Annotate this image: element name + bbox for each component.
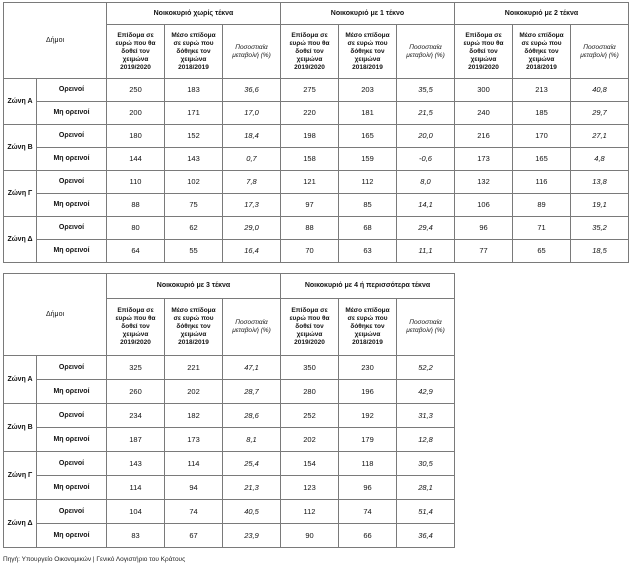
percent-change-value: 40,5 [223,500,281,524]
header-line: δοθεί τον [469,47,498,55]
percent-change-value: 36,4 [397,524,455,548]
allowance-2018-value: 183 [165,79,223,102]
allowance-2019-value: 123 [281,476,339,500]
percent-change-value: 17,3 [223,194,281,217]
allowance-2019-value: 158 [281,148,339,171]
allowance-2019-value: 252 [281,404,339,428]
allowance-2018-value: 165 [339,125,397,148]
municipality-category: Ορεινοί [37,217,107,240]
allowance-2018-value: 213 [513,79,571,102]
percent-change-value: 20,0 [397,125,455,148]
percent-change-value: 21,3 [223,476,281,500]
percent-change-value: 29,0 [223,217,281,240]
allowance-2019-value: 198 [281,125,339,148]
header-line: χειμώνα [470,55,497,63]
header-line: Μέσο επίδομα [519,31,564,39]
percent-change-value: 17,0 [223,102,281,125]
allowance-2018-value: 152 [165,125,223,148]
table-row [4,194,629,217]
header-line: χειμώνα [180,331,207,338]
allowance-2018-value: 203 [339,79,397,102]
allowance-2018-value: 179 [339,428,397,452]
allowance-2018-value: 62 [165,217,223,240]
municipality-category: Ορεινοί [37,452,107,476]
percent-change-value: 8,0 [397,171,455,194]
header-line: 2018/2019 [178,339,209,346]
allowance-2018-value: 74 [339,500,397,524]
household-group-header: Νοικοκυριό με 2 τέκνα [455,3,629,25]
table-row [4,79,629,102]
table-row [4,125,629,148]
percent-change-value: 51,4 [397,500,455,524]
allowance-2018-value: 67 [165,524,223,548]
percent-change-value: 14,1 [397,194,455,217]
municipality-category: Ορεινοί [37,404,107,428]
allowance-2018-value: 74 [165,500,223,524]
allowance-2018-value: 89 [513,194,571,217]
header-line: δόθηκε τον [350,323,385,330]
percent-change-value: 12,8 [397,428,455,452]
percent-change-value: 18,5 [571,240,629,263]
header-line: Ποσοστιαία [235,43,268,51]
header-line: Επίδομα σε [117,31,154,39]
percent-change-value: 16,4 [223,240,281,263]
allowance-2019-value: 88 [107,194,165,217]
percent-change-value: 35,5 [397,79,455,102]
municipality-category: Ορεινοί [37,125,107,148]
header-line: 2019/2020 [120,63,151,71]
percent-change-value: 8,1 [223,428,281,452]
allowance-2019-value: 234 [107,404,165,428]
municipality-category: Ορεινοί [37,79,107,102]
header-line: Ποσοστιαία [583,43,616,51]
allowance-2019-value: 77 [455,240,513,263]
municipality-category: Ορεινοί [37,500,107,524]
allowance-2018-value: 170 [513,125,571,148]
allowance-2018-value: 143 [165,148,223,171]
allowance-2019-value: 173 [455,148,513,171]
percent-change-header [223,25,281,79]
table-row [4,102,629,125]
allowance-2019-value: 180 [107,125,165,148]
header-line: δόθηκε τον [524,47,559,55]
municipality-category: Μη ορεινοί [37,476,107,500]
header-line: Επίδομα σε [465,31,502,39]
header-line: δόθηκε τον [176,47,211,55]
allowance-2018-value: 196 [339,380,397,404]
allowance-2019-value: 154 [281,452,339,476]
allowance-2018-value: 118 [339,452,397,476]
percent-change-value: 19,1 [571,194,629,217]
header-line: σε ευρώ που [347,39,388,47]
header-line: δοθεί τον [121,47,150,55]
header-line: 2018/2019 [352,339,383,346]
zone-label: Ζώνη Β [4,404,37,452]
municipality-category: Ορεινοί [37,356,107,380]
header-line: χειμώνα [296,331,323,338]
group-title-row [4,274,455,299]
percent-change-value: 27,1 [571,125,629,148]
allowance-2018-header [165,25,223,79]
allowance-2019-value: 216 [455,125,513,148]
percent-change-value: 13,8 [571,171,629,194]
zone-label: Ζώνη Γ [4,452,37,500]
percent-change-value: 28,1 [397,476,455,500]
allowance-2019-value: 104 [107,500,165,524]
allowance-2018-value: 116 [513,171,571,194]
percent-change-value: 42,9 [397,380,455,404]
group-title-row [4,3,629,25]
allowance-2019-value: 275 [281,79,339,102]
allowance-2018-value: 181 [339,102,397,125]
allowance-2019-value: 83 [107,524,165,548]
allowance-2019-value: 350 [281,356,339,380]
header-line: ευρώ που θα [115,315,156,322]
header-line: χειμώνα [180,55,207,63]
allowance-2019-value: 325 [107,356,165,380]
municipality-category: Μη ορεινοί [37,148,107,171]
table-row [4,148,629,171]
allowance-2018-value: 182 [165,404,223,428]
header-line: χειμώνα [122,55,149,63]
table-row [4,476,455,500]
allowance-2018-header [513,25,571,79]
allowance-2019-value: 96 [455,217,513,240]
allowance-2018-value: 171 [165,102,223,125]
header-line: μεταβολή (%) [232,51,271,59]
percent-change-value: 25,4 [223,452,281,476]
header-line: Μέσο επίδομα [171,307,216,314]
table-row [4,428,455,452]
percent-change-value: 35,2 [571,217,629,240]
header-line: μεταβολή (%) [406,327,445,334]
header-line: Επίδομα σε [291,307,328,314]
allowance-2018-value: 63 [339,240,397,263]
allowance-2018-header [339,299,397,356]
percent-change-value: 0,7 [223,148,281,171]
allowance-2019-value: 90 [281,524,339,548]
header-line: σε ευρώ που [173,315,214,322]
percent-change-value: 40,8 [571,79,629,102]
percent-change-value: 29,7 [571,102,629,125]
allowance-2019-value: 220 [281,102,339,125]
percent-change-value: 36,6 [223,79,281,102]
allowance-2019-value: 202 [281,428,339,452]
header-line: ευρώ που θα [289,39,330,47]
header-line: μεταβολή (%) [232,327,271,334]
allowance-2019-value: 110 [107,171,165,194]
percent-change-header [397,299,455,356]
header-line: ευρώ που θα [463,39,504,47]
percent-change-value: 52,2 [397,356,455,380]
table-row [4,452,455,476]
allowance-2018-value: 66 [339,524,397,548]
header-line: μεταβολή (%) [580,51,619,59]
header-line: δοθεί τον [121,323,150,330]
allowance-2019-value: 143 [107,452,165,476]
allowance-2018-value: 94 [165,476,223,500]
percent-change-value: 30,5 [397,452,455,476]
allowance-2019-value: 112 [281,500,339,524]
table-row [4,500,455,524]
zone-label: Ζώνη Δ [4,500,37,548]
percent-change-header [223,299,281,356]
allowance-2019-value: 114 [107,476,165,500]
municipality-category: Μη ορεινοί [37,194,107,217]
allowance-2019-header [107,25,165,79]
header-line: δόθηκε τον [350,47,385,55]
allowance-2018-value: 65 [513,240,571,263]
allowance-2018-value: 112 [339,171,397,194]
table-row [4,404,455,428]
source-note: Πηγή: Υπουργείο Οικονομικών | Γενικό Λογιστήριο του Κράτους [3,556,186,563]
allowance-2019-header [107,299,165,356]
zone-label: Ζώνη Α [4,79,37,125]
allowance-2018-value: 71 [513,217,571,240]
header-line: δόθηκε τον [176,323,211,330]
percent-change-value: 31,3 [397,404,455,428]
header-line: χειμώνα [354,331,381,338]
header-line: δοθεί τον [295,323,324,330]
header-line: χειμώνα [122,331,149,338]
zone-label: Ζώνη Α [4,356,37,404]
header-line: 2018/2019 [352,63,383,71]
allowance-2019-value: 280 [281,380,339,404]
household-group-header: Νοικοκυριό με 3 τέκνα [107,274,281,299]
percent-change-value: 47,1 [223,356,281,380]
allowance-2019-header [281,299,339,356]
header-line: Ποσοστιαία [235,319,268,326]
allowance-2018-value: 85 [339,194,397,217]
percent-change-value: 7,8 [223,171,281,194]
allowance-2018-value: 96 [339,476,397,500]
allowance-2019-value: 70 [281,240,339,263]
header-line: χειμώνα [296,55,323,63]
header-line: 2019/2020 [468,63,499,71]
household-group-header: Νοικοκυριό χωρίς τέκνα [107,3,281,25]
household-group-header: Νοικοκυριό με 1 τέκνο [281,3,455,25]
allowance-2018-value: 75 [165,194,223,217]
allowance-2019-value: 250 [107,79,165,102]
corner-header: Δήμοι [4,274,107,356]
table-row [4,356,455,380]
percent-change-value: 11,1 [397,240,455,263]
allowance-2019-value: 97 [281,194,339,217]
header-line: σε ευρώ που [173,39,214,47]
header-line: Ποσοστιαία [409,319,442,326]
allowance-2018-value: 114 [165,452,223,476]
percent-change-value: 28,6 [223,404,281,428]
header-line: 2019/2020 [294,339,325,346]
header-line: ευρώ που θα [289,315,330,322]
allowance-2019-value: 260 [107,380,165,404]
heating-allowance-table-1 [3,2,629,263]
allowance-2019-header [281,25,339,79]
table-row [4,524,455,548]
allowance-2018-header [165,299,223,356]
municipality-category: Μη ορεινοί [37,524,107,548]
header-line: Επίδομα σε [117,307,154,314]
municipality-category: Ορεινοί [37,171,107,194]
percent-change-value: 21,5 [397,102,455,125]
allowance-2019-value: 300 [455,79,513,102]
header-line: σε ευρώ που [521,39,562,47]
header-line: Μέσο επίδομα [345,307,390,314]
corner-header: Δήμοι [4,3,107,79]
header-line: Επίδομα σε [291,31,328,39]
zone-label: Ζώνη Β [4,125,37,171]
zone-label: Ζώνη Γ [4,171,37,217]
heating-allowance-table-2 [3,273,455,548]
percent-change-value: 23,9 [223,524,281,548]
table-row [4,217,629,240]
allowance-2018-value: 159 [339,148,397,171]
allowance-2019-value: 144 [107,148,165,171]
header-line: 2019/2020 [120,339,151,346]
municipality-category: Μη ορεινοί [37,102,107,125]
percent-change-value: 18,4 [223,125,281,148]
header-line: Μέσο επίδομα [345,31,390,39]
header-line: δοθεί τον [295,47,324,55]
allowance-2018-value: 173 [165,428,223,452]
header-line: μεταβολή (%) [406,51,445,59]
allowance-2019-value: 240 [455,102,513,125]
header-line: 2018/2019 [178,63,209,71]
allowance-2019-value: 80 [107,217,165,240]
allowance-2019-value: 88 [281,217,339,240]
header-line: Ποσοστιαία [409,43,442,51]
allowance-2018-value: 230 [339,356,397,380]
allowance-2019-value: 200 [107,102,165,125]
allowance-2019-value: 132 [455,171,513,194]
allowance-2018-value: 102 [165,171,223,194]
header-line: ευρώ που θα [115,39,156,47]
municipality-category: Μη ορεινοί [37,380,107,404]
header-line: χειμώνα [528,55,555,63]
percent-change-value: 4,8 [571,148,629,171]
percent-change-header [571,25,629,79]
table-row [4,240,629,263]
allowance-2019-value: 121 [281,171,339,194]
header-line: 2019/2020 [294,63,325,71]
table-row [4,380,455,404]
percent-change-value: 29,4 [397,217,455,240]
allowance-2018-value: 165 [513,148,571,171]
allowance-2018-value: 221 [165,356,223,380]
household-group-header: Νοικοκυριό με 4 ή περισσότερα τέκνα [281,274,455,299]
municipality-category: Μη ορεινοί [37,240,107,263]
allowance-2018-value: 202 [165,380,223,404]
allowance-2018-value: 68 [339,217,397,240]
allowance-2018-value: 55 [165,240,223,263]
municipality-category: Μη ορεινοί [37,428,107,452]
allowance-2018-value: 185 [513,102,571,125]
percent-change-value: 28,7 [223,380,281,404]
allowance-2019-value: 187 [107,428,165,452]
percent-change-header [397,25,455,79]
allowance-2019-value: 64 [107,240,165,263]
header-line: 2018/2019 [526,63,557,71]
allowance-2019-header [455,25,513,79]
header-line: χειμώνα [354,55,381,63]
header-line: Μέσο επίδομα [171,31,216,39]
allowance-2019-value: 106 [455,194,513,217]
allowance-2018-header [339,25,397,79]
table-row [4,171,629,194]
zone-label: Ζώνη Δ [4,217,37,263]
allowance-2018-value: 192 [339,404,397,428]
header-line: σε ευρώ που [347,315,388,322]
percent-change-value: -0,6 [397,148,455,171]
